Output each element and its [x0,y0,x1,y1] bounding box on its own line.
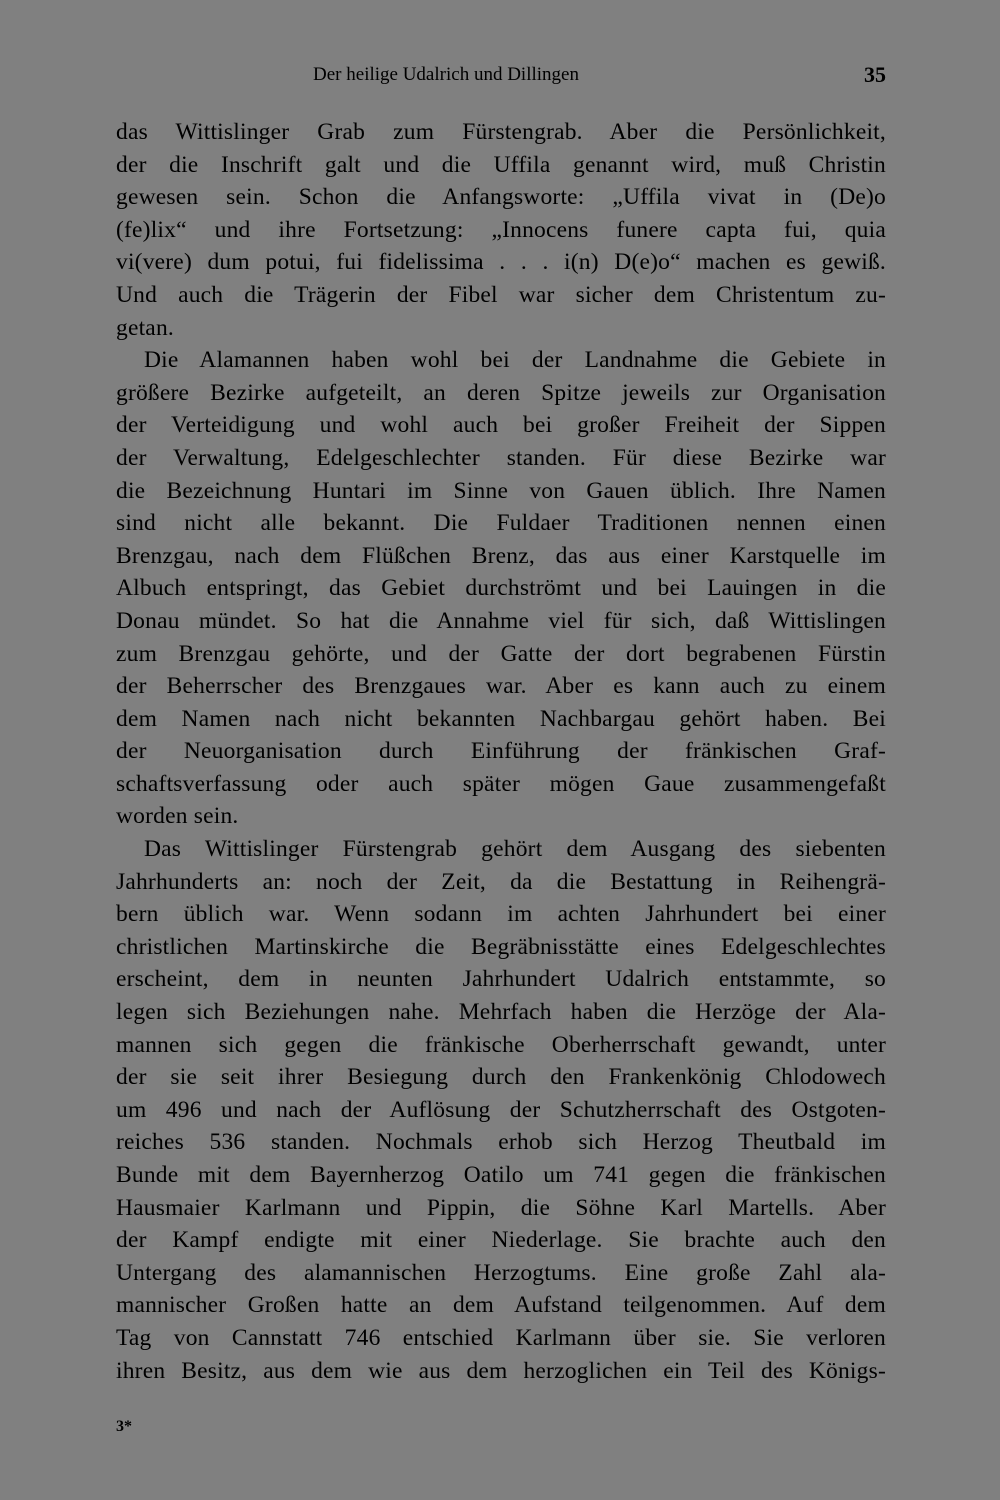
text-line: vi(vere) dum potui, fui fidelissima . . . i(n) D(e)o“ machen es gewiß. [116,249,886,276]
text-line: Und auch die Trägerin der Fibel war sicher dem Christentum zu- [116,281,886,308]
text-line: schaftsverfassung oder auch später mögen Gaue zusammengefaßt [116,770,886,797]
paragraph-start-line: Die Alamannen haben wohl bei der Landnahme die Gebiete in [144,347,886,374]
text-line: der Beherrscher des Brenzgaues war. Aber es kann auch zu einem [116,673,886,700]
text-line: legen sich Beziehungen nahe. Mehrfach haben die Herzöge der Ala- [116,999,886,1026]
text-line: zum Brenzgau gehörte, und der Gatte der dort begrabenen Fürstin [116,640,886,667]
text-line: sind nicht alle bekannt. Die Fuldaer Traditionen nennen einen [116,510,886,537]
text-line: mannen sich gegen die fränkische Oberherrschaft gewandt, unter [116,1031,886,1058]
text-line: ihren Besitz, aus dem wie aus dem herzoglichen ein Teil des Königs- [116,1357,886,1384]
running-title: Der heilige Udalrich und Dillingen [313,64,579,85]
text-line: der sie seit ihrer Besiegung durch den Frankenkönig Chlodowech [116,1064,886,1091]
text-line: Untergang des alamannischen Herzogtums. Eine große Zahl ala- [116,1259,886,1286]
text-line: Jahrhunderts an: noch der Zeit, da die Bestattung in Reihengrä- [116,868,886,895]
text-line: bern üblich war. Wenn sodann im achten Jahrhundert bei einer [116,901,886,928]
page-number: 35 [864,62,886,87]
text-line: erscheint, dem in neunten Jahrhundert Udalrich entstammte, so [116,966,886,993]
text-line: Tag von Cannstatt 746 entschied Karlmann über sie. Sie verloren [116,1324,886,1351]
text-line: worden sein. [116,803,239,830]
text-line: mannischer Großen hatte an dem Aufstand teilgenommen. Auf dem [116,1292,886,1319]
text-line: (fe)lix“ und ihre Fortsetzung: „Innocens funere capta fui, quia [116,216,886,243]
text-line: der Kampf endigte mit einer Niederlage. Sie brachte auch den [116,1227,886,1254]
text-line: Bunde mit dem Bayernherzog Oatilo um 741 gegen die fränkischen [116,1162,886,1188]
text-line: der Neuorganisation durch Einführung der fränkischen Graf- [116,738,886,765]
text-line: dem Namen nach nicht bekannten Nachbargau gehört haben. Bei [116,705,886,732]
text-line: um 496 und nach der Auflösung der Schutzherrschaft des Ostgoten- [116,1096,886,1123]
body-text [116,116,886,1387]
text-line: Albuch entspringt, das Gebiet durchströmt und bei Lauingen in die [116,575,886,602]
text-line: der Verteidigung und wohl auch bei großer Freiheit der Sippen [116,412,886,439]
text-line: das Wittislinger Grab zum Fürstengrab. Aber die Persönlichkeit, [116,119,886,145]
paragraph-start-line: Das Wittislinger Fürstengrab gehört dem Ausgang des siebenten [144,836,886,863]
text-line: getan. [116,314,174,341]
text-line: Donau mündet. So hat die Annahme viel für sich, daß Wittislingen [116,607,886,634]
text-line: größere Bezirke aufgeteilt, an deren Spitze jeweils zur Organisation [116,379,886,406]
text-line: der Verwaltung, Edelgeschlechter standen. Für diese Bezirke war [116,444,886,471]
text-line: Hausmaier Karlmann und Pippin, die Söhne Karl Martells. Aber [116,1194,886,1221]
signature-mark: 3* [116,1418,132,1435]
text-line: christlichen Martinskirche die Begräbnisstätte eines Edelgeschlechtes [116,933,886,960]
text-line: der die Inschrift galt und die Uffila genannt wird, muß Christin [116,151,886,178]
text-line: reiches 536 standen. Nochmals erhob sich Herzog Theutbald im [116,1129,886,1156]
text-line: gewesen sein. Schon die Anfangsworte: „Uffila vivat in (De)o [116,184,886,211]
page-header [116,60,886,90]
text-line: Brenzgau, nach dem Flüßchen Brenz, das aus einer Karstquelle im [116,542,886,569]
text-line: die Bezeichnung Huntari im Sinne von Gauen üblich. Ihre Namen [116,477,886,504]
